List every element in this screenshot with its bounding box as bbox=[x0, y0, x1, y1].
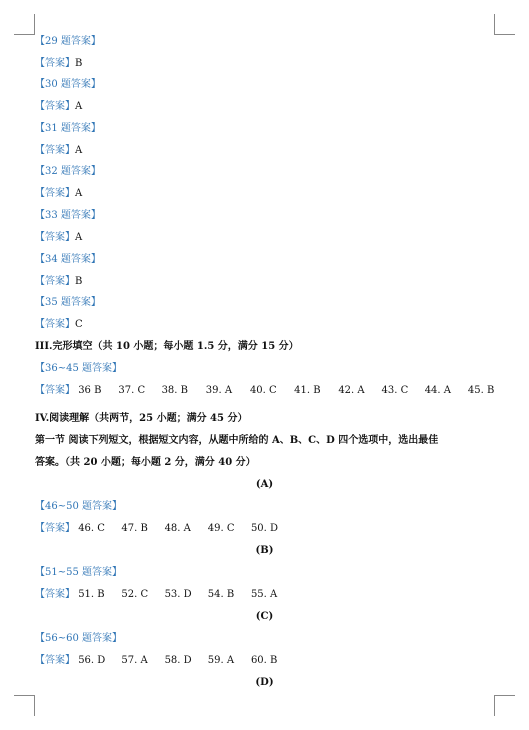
answer-item: 36 B bbox=[78, 385, 102, 396]
answer-value: A bbox=[75, 188, 83, 199]
answer-value: B bbox=[75, 276, 83, 287]
question-label: 【32 题答案】 bbox=[35, 166, 101, 177]
answer-line bbox=[35, 145, 82, 157]
answer-line bbox=[35, 319, 83, 331]
answer-item: 44. A bbox=[424, 385, 451, 396]
answer-line bbox=[35, 276, 82, 288]
answer-label: 【答案】 bbox=[35, 276, 75, 287]
answer-line bbox=[35, 655, 277, 667]
answer-value: C bbox=[75, 319, 83, 330]
answer-line bbox=[35, 101, 82, 113]
question-label: 【51~55 题答案】 bbox=[35, 567, 123, 578]
instruction-text: 答案。（共 20 小题；每小题 2 分，满分 40 分） bbox=[35, 457, 256, 468]
answer-label: 【答案】 bbox=[35, 589, 75, 600]
instruction-text: 第一节 阅读下列短文，根据短文内容，从题中所给的 A、B、C、D 四个选项中，选出最佳 bbox=[35, 435, 439, 446]
answer-line bbox=[35, 589, 277, 601]
answer-item: 53. D bbox=[164, 589, 192, 600]
question-label: 【34 题答案】 bbox=[35, 254, 101, 265]
answer-line bbox=[35, 188, 82, 200]
page-corner-mark bbox=[494, 14, 515, 35]
answer-item: 54. B bbox=[207, 589, 235, 600]
answer-label: 【答案】 bbox=[35, 58, 75, 69]
answer-item: 47. B bbox=[121, 523, 148, 534]
page-corner-mark bbox=[14, 695, 35, 716]
answer-label: 【答案】 bbox=[35, 145, 75, 156]
answer-value: A bbox=[75, 101, 83, 112]
question-label: 【46~50 题答案】 bbox=[35, 501, 123, 512]
answer-item: 50. D bbox=[250, 523, 279, 534]
answer-item: 40. C bbox=[249, 385, 277, 396]
answer-item: 48. A bbox=[164, 523, 191, 534]
answer-item: 43. C bbox=[381, 385, 409, 396]
answer-label: 【答案】 bbox=[35, 101, 75, 112]
answer-item: 51. B bbox=[78, 589, 105, 600]
answer-item: 56. D bbox=[78, 655, 106, 666]
answer-line bbox=[35, 232, 82, 244]
answer-label: 【答案】 bbox=[35, 188, 75, 199]
answer-item: 52. C bbox=[121, 589, 149, 600]
answer-item: 39. A bbox=[205, 385, 233, 396]
question-label: 【31 题答案】 bbox=[35, 123, 101, 134]
answer-label: 【答案】 bbox=[35, 319, 75, 330]
answer-value: B bbox=[75, 58, 83, 69]
answer-label: 【答案】 bbox=[35, 232, 75, 243]
answer-item: 42. A bbox=[338, 385, 365, 396]
question-label: 【30 题答案】 bbox=[35, 79, 101, 90]
answer-item: 60. B bbox=[250, 655, 278, 666]
page-corner-mark bbox=[494, 695, 515, 716]
answer-line bbox=[35, 523, 278, 535]
passage-title: (D) bbox=[255, 677, 274, 688]
question-label: 【29 题答案】 bbox=[35, 36, 101, 47]
question-label: 【56~60 题答案】 bbox=[35, 633, 123, 644]
question-label: 【36~45 题答案】 bbox=[35, 363, 123, 374]
answer-label: 【答案】 bbox=[35, 655, 75, 666]
section-heading: III.完形填空（共 10 小题；每小题 1.5 分，满分 15 分） bbox=[35, 341, 299, 352]
answer-item: 55. A bbox=[250, 589, 278, 600]
page-corner-mark bbox=[14, 14, 35, 35]
answer-item: 58. D bbox=[164, 655, 192, 666]
answer-item: 49. C bbox=[207, 523, 235, 534]
answer-label: 【答案】 bbox=[35, 385, 75, 396]
passage-title: (C) bbox=[255, 611, 274, 622]
answer-line bbox=[35, 385, 494, 397]
passage-title: (B) bbox=[255, 545, 274, 556]
passage-title: (A) bbox=[255, 479, 274, 490]
answer-item: 45. B bbox=[467, 385, 495, 396]
section-heading: IV.阅读理解（共两节，25 小题；满分 45 分） bbox=[35, 413, 248, 424]
answer-item: 57. A bbox=[121, 655, 148, 666]
answer-item: 46. C bbox=[78, 523, 105, 534]
answer-item: 37. C bbox=[118, 385, 146, 396]
answer-value: A bbox=[75, 145, 83, 156]
answer-item: 41. B bbox=[294, 385, 321, 396]
question-label: 【33 题答案】 bbox=[35, 210, 101, 221]
answer-value: A bbox=[75, 232, 83, 243]
answer-label: 【答案】 bbox=[35, 523, 75, 534]
answer-item: 38. B bbox=[161, 385, 188, 396]
question-label: 【35 题答案】 bbox=[35, 297, 101, 308]
answer-item: 59. A bbox=[207, 655, 235, 666]
answer-line bbox=[35, 58, 82, 70]
